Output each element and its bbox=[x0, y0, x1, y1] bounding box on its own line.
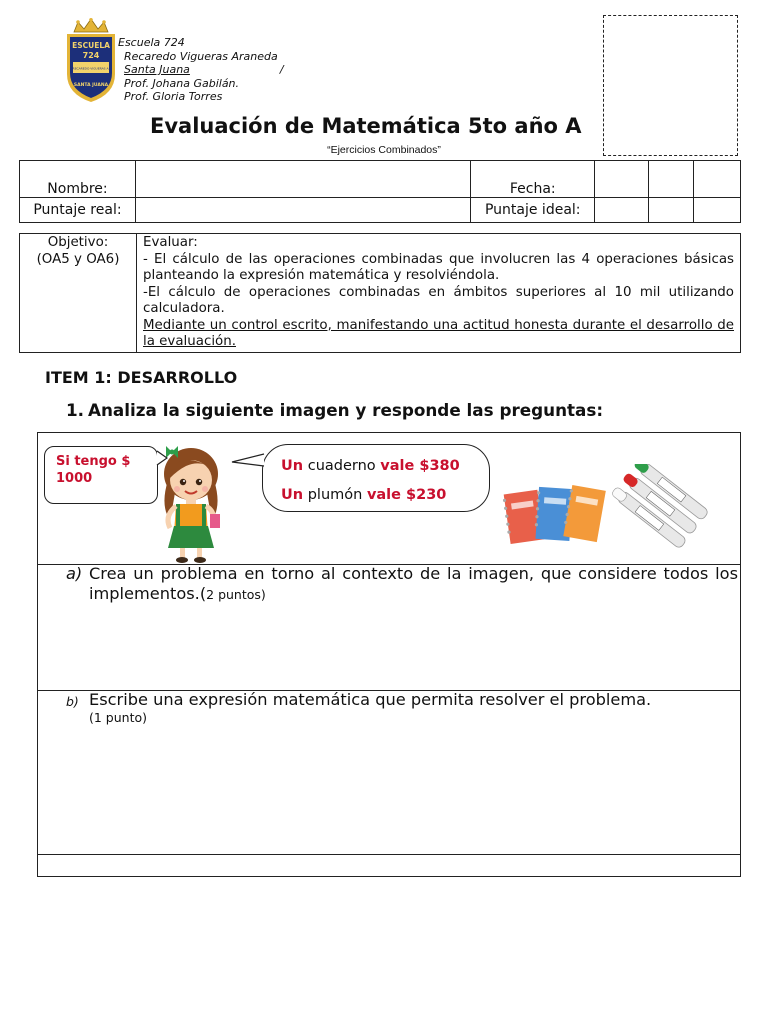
objective-codes: (OA5 y OA6) bbox=[36, 251, 120, 267]
photo-box bbox=[603, 15, 738, 156]
puntaje-ideal-field-2[interactable] bbox=[649, 198, 694, 223]
speech-bubble-prices bbox=[262, 444, 490, 512]
question-a-text: Crea un problema en torno al contexto de la imagen, que considere todos los implementos.(2 puntos) bbox=[89, 564, 738, 603]
question-1 bbox=[66, 400, 603, 420]
puntaje-real-field[interactable] bbox=[135, 198, 470, 223]
school-crest-icon bbox=[64, 18, 118, 104]
divider bbox=[38, 854, 740, 855]
item-heading: ITEM 1: DESARROLLO bbox=[45, 368, 238, 387]
speech-bubble-girl: Si tengo $ 1000 bbox=[44, 446, 158, 504]
question-1-text: Analiza la siguiente imagen y responde las preguntas: bbox=[88, 400, 604, 420]
question-b-points: (1 punto) bbox=[89, 710, 148, 725]
objective-point-1: - El cálculo de las operaciones combinadas que involucren las 4 operaciones básicas planteando la expresión matemática y resolviéndola. bbox=[143, 251, 734, 283]
nombre-label: Nombre: bbox=[20, 161, 136, 198]
question-a-label: a) bbox=[66, 564, 83, 583]
school-full-name: Recaredo Vigueras Araneda bbox=[124, 49, 278, 63]
fecha-label: Fecha: bbox=[471, 161, 595, 198]
price-line-marker: Un plumón vale $230 bbox=[281, 487, 447, 503]
fecha-year-field[interactable] bbox=[694, 161, 741, 198]
question-1-number: 1. bbox=[66, 400, 85, 420]
teacher-1: Prof. Johana Gabilán. bbox=[124, 76, 240, 90]
school-name: Escuela 724 bbox=[118, 36, 185, 49]
question-b-text: Escribe una expresión matemática que permita resolver el problema. (1 punto) bbox=[89, 690, 738, 726]
logo-bottom-text: SANTA JUANA bbox=[73, 83, 109, 88]
fecha-month-field[interactable] bbox=[649, 161, 694, 198]
nombre-field[interactable] bbox=[135, 161, 470, 198]
notebooks-icon bbox=[503, 484, 607, 550]
page-subtitle: “Ejercicios Combinados” bbox=[327, 144, 441, 156]
objective-point-2: -El cálculo de operaciones combinadas en ámbitos superiores al 10 mil utilizando calculadora. bbox=[143, 284, 734, 316]
puntaje-ideal-label: Puntaje ideal: bbox=[471, 198, 595, 223]
markers-icon bbox=[612, 464, 712, 556]
objective-description bbox=[137, 234, 741, 353]
puntaje-ideal-field-3[interactable] bbox=[694, 198, 741, 223]
teacher-2: Prof. Gloria Torres bbox=[124, 90, 223, 103]
logo-number: 724 bbox=[82, 51, 100, 60]
bubble-tail-right bbox=[230, 452, 266, 468]
puntaje-real-label: Puntaje real: bbox=[20, 198, 136, 223]
question-a bbox=[66, 564, 738, 605]
bubble-tail bbox=[156, 450, 168, 466]
objective-label-cell bbox=[20, 234, 137, 353]
school-info bbox=[118, 36, 284, 104]
objective-table bbox=[19, 233, 741, 353]
school-location: Santa Juana / bbox=[124, 63, 284, 76]
objective-point-3: Mediante un control escrito, manifestando una actitud honesta durante el desarrollo de la evaluación. bbox=[143, 317, 734, 349]
logo-top-text: ESCUELA bbox=[72, 41, 110, 50]
student-info-table bbox=[19, 160, 741, 223]
question-b-label: b) bbox=[66, 694, 79, 709]
question-b bbox=[66, 690, 738, 726]
objective-label: Objetivo: bbox=[47, 235, 109, 250]
price-line-notebook: Un cuaderno vale $380 bbox=[281, 458, 460, 474]
fecha-day-field[interactable] bbox=[595, 161, 649, 198]
puntaje-ideal-field-1[interactable] bbox=[595, 198, 649, 223]
page-title: Evaluación de Matemática 5to año A bbox=[150, 114, 582, 138]
logo-ribbon-text: RECAREDO VIGUERAS A. bbox=[72, 66, 110, 71]
objective-evaluar: Evaluar: bbox=[143, 235, 198, 250]
question-a-points: 2 puntos) bbox=[206, 587, 266, 602]
